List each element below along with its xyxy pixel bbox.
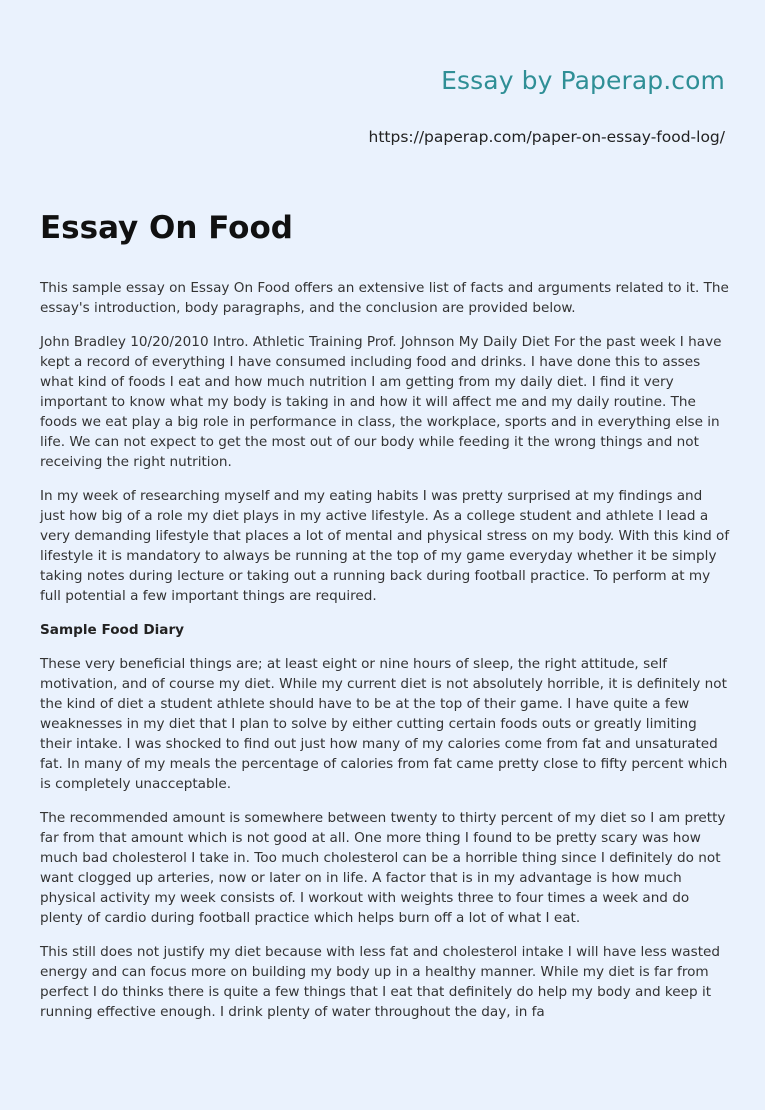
- essay-body: [40, 278, 730, 1036]
- body-paragraph-1: John Bradley 10/20/2010 Intro. Athletic Training Prof. Johnson My Daily Diet For the past week I have kept a record of everything I have consumed including food and drinks. I have done this to asses what kind of foods I eat and how much nutrition I am getting from my daily diet. I find it very important to know what my body is taking in and how it will affect me and my daily routine. The foods we eat play a big role in performance in class, the workplace, sports and in everything else in life. We can not expect to get the most out of our body while feeding it the wrong things and not receiving the right nutrition.: [40, 334, 722, 470]
- intro-paragraph: This sample essay on Essay On Food offers an extensive list of facts and arguments related to it. The essay's introduction, body paragraphs, and the conclusion are provided below.: [40, 280, 729, 316]
- body-paragraph-5: This still does not justify my diet because with less fat and cholesterol intake I will have less wasted energy and can focus more on building my body up in a healthy manner. While my diet is far from perfect I do thinks there is quite a few things that I eat that definitely do help my body and keep it running effective enough. I drink plenty of water throughout the day, in fa: [40, 944, 721, 1020]
- body-paragraph-4: The recommended amount is somewhere between twenty to thirty percent of my diet so I am pretty far from that amount which is not good at all. One more thing I found to be pretty scary was how much bad cholesterol I take in. Too much cholesterol can be a horrible thing since I definitely do not want clogged up arteries, now or later on in life. A factor that is in my advantage is how much physical activity my week consists of. I workout with weights three to four times a week and do plenty of cardio during football practice which helps burn off a lot of what I eat.: [40, 810, 726, 926]
- page-title: Essay On Food: [40, 210, 293, 246]
- source-url[interactable]: https://paperap.com/paper-on-essay-food-log/: [368, 128, 725, 146]
- site-brand[interactable]: Essay by Paperap.com: [441, 66, 725, 95]
- body-paragraph-2: In my week of researching myself and my eating habits I was pretty surprised at my findings and just how big of a role my diet plays in my active lifestyle. As a college student and athlete I lead a very demanding lifestyle that places a lot of mental and physical stress on my body. With this kind of lifestyle it is mandatory to always be running at the top of my game everyday whether it be simply taking notes during lecture or taking out a running back during football practice. To perform at my full potential a few important things are required.: [40, 488, 730, 604]
- section-subheading: Sample Food Diary: [40, 622, 185, 638]
- body-paragraph-3: These very beneficial things are; at least eight or nine hours of sleep, the right attitude, self motivation, and of course my diet. While my current diet is not absolutely horrible, it is definitely not the kind of diet a student athlete should have to be at the top of their game. I have quite a few weaknesses in my diet that I plan to solve by either cutting certain foods outs or greatly limiting their intake. I was shocked to find out just how many of my calories come from fat and unsaturated fat. In many of my meals the percentage of calories from fat came pretty close to fifty percent which is completely unacceptable.: [40, 656, 728, 792]
